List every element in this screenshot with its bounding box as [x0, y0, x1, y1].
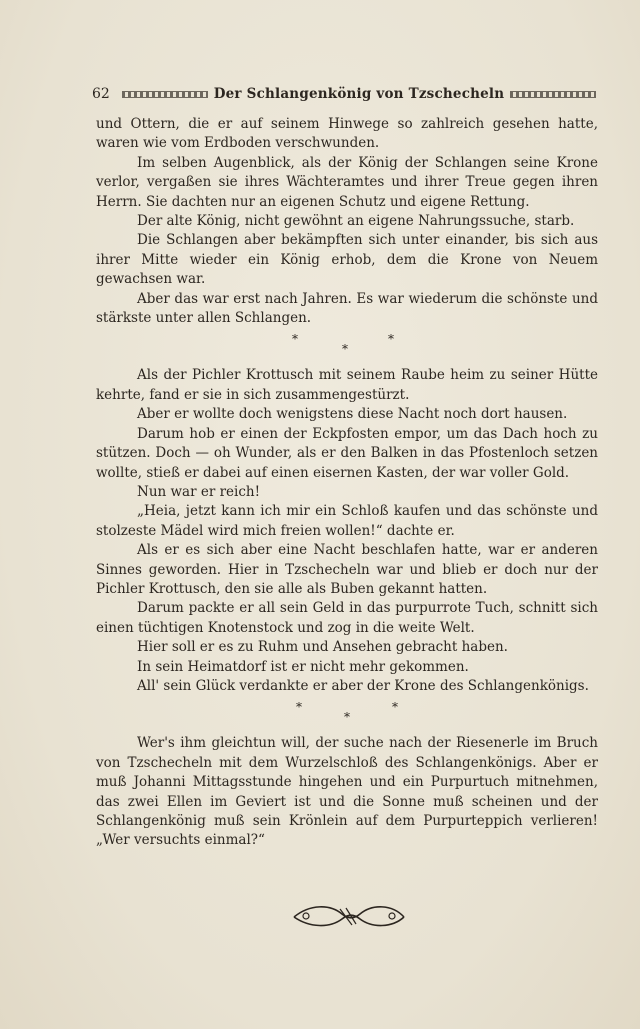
section-break: [96, 328, 598, 366]
section-break: [96, 696, 598, 734]
paragraph: Als der Pichler Krottusch mit seinem Raube heim zu seiner Hütte kehrte, fand er sie in sich zusammengestürzt.: [96, 367, 598, 403]
section-star: *: [388, 332, 394, 347]
paragraph: Nun war er reich!: [137, 483, 261, 500]
paragraph: Darum hob er einen der Eckpfosten empor, um das Dach hoch zu stützen. Doch — oh Wunder, als er den Balken in das Pfostenloch setzen wollte, stieß er dabei auf einen eisernen Kasten, der war voller Gold.: [96, 425, 598, 481]
paragraph: und Ottern, die er auf seinem Hinwege so zahlreich gesehen hatte, waren wie vom Erdboden verschwunden.: [96, 116, 598, 152]
flourish-ornament-icon: [290, 900, 408, 932]
running-header: [92, 84, 602, 104]
page-number: 62: [92, 86, 110, 102]
running-title: Der Schlangenkönig von Tzschecheln: [213, 86, 505, 102]
paragraph: Der alte König, nicht gewöhnt an eigene Nahrungssuche, starb.: [137, 213, 575, 230]
paragraph: „Heia, jetzt kann ich mir ein Schloß kaufen und das schönste und stolzeste Mädel wird mich freien wollen!“ dachte er.: [96, 503, 598, 539]
page-body: [96, 115, 598, 851]
section-star: *: [392, 700, 398, 715]
paragraph: Hier soll er es zu Ruhm und Ansehen gebracht haben.: [137, 639, 508, 656]
paragraph: All' sein Glück verdankte er aber der Krone des Schlangenkönigs.: [137, 677, 589, 694]
header-ornament-left-icon: [122, 91, 208, 98]
paragraph: Wer's ihm gleichtun will, der suche nach der Riesenerle im Bruch von Tzschecheln mit dem Wurzelschloß des Schlangenkönigs. Aber er muß Johanni Mittagsstunde hingehen und ein Purpurtuch mitnehmen, das zwei Ellen im Geviert ist und die Sonne muß scheinen und der Schlangenkönig muß sein Krönlein auf dem Purpurteppich verlieren! „Wer versuchts einmal?“: [96, 735, 598, 849]
paragraph: In sein Heimatdorf ist er nicht mehr gekommen.: [137, 658, 469, 675]
paragraph: Aber das war erst nach Jahren. Es war wiederum die schönste und stärkste unter allen Schlangen.: [96, 290, 598, 327]
section-star: *: [296, 700, 302, 715]
section-star: *: [342, 342, 348, 357]
section-star: *: [344, 710, 350, 725]
section-star: *: [292, 332, 298, 347]
paragraph: Darum packte er all sein Geld in das purpurrote Tuch, schnitt sich einen tüchtigen Knotenstock und zog in die weite Welt.: [96, 600, 598, 636]
paragraph: Die Schlangen aber bekämpften sich unter einander, bis sich aus ihrer Mitte wieder ein König erhob, dem die Krone von Neuem gewachsen war.: [96, 232, 598, 288]
paragraph: Im selben Augenblick, als der König der Schlangen seine Krone verlor, vergaßen sie ihres Wächteramtes und ihrer Treue gegen ihren Herrn. Sie dachten nur an eigenen Schutz und eigene Rettung.: [96, 154, 598, 210]
paragraph: Aber er wollte doch wenigstens diese Nacht noch dort hausen.: [137, 406, 568, 423]
header-ornament-right-icon: [510, 91, 596, 98]
paragraph: Als er es sich aber eine Nacht beschlafen hatte, war er anderen Sinnes geworden. Hier in Tzschecheln war und blieb er doch nur der Pichler Krottusch, den sie alle als Buben gekannt hatten.: [96, 542, 598, 597]
